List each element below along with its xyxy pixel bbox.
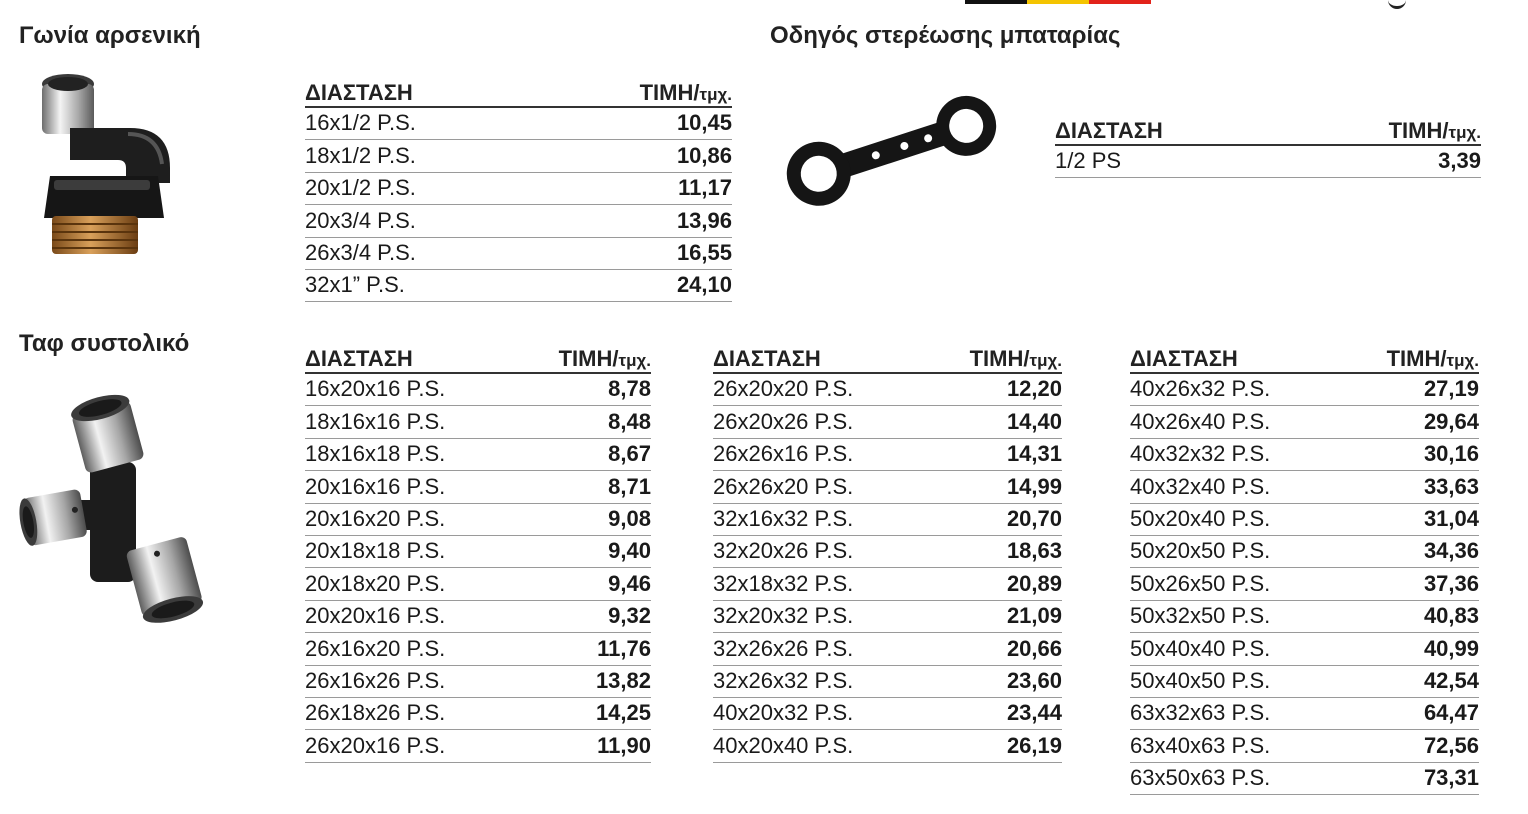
section-title-tee: Ταφ συστολικό <box>19 330 190 357</box>
price-table-tee-1 <box>305 342 651 763</box>
row-price: 20,66 <box>1006 635 1062 661</box>
row-dimension: 40x26x32 P.S. <box>1130 376 1271 402</box>
row-dimension: 50x20x50 P.S. <box>1130 538 1271 564</box>
header-price: ΤΙΜΗ/τμχ. <box>558 346 651 371</box>
row-dimension: 32x18x32 P.S. <box>713 570 854 596</box>
male-elbow-fitting-icon <box>30 68 180 268</box>
table-row <box>305 730 651 762</box>
header-price: ΤΙΜΗ/τμχ. <box>1386 346 1479 371</box>
table-row <box>713 406 1062 438</box>
row-dimension: 20x20x16 P.S. <box>305 603 446 629</box>
row-price: 40,99 <box>1423 635 1479 661</box>
row-price: 11,90 <box>597 732 651 758</box>
row-price: 13,96 <box>676 207 732 233</box>
header-price: ΤΙΜΗ/τμχ. <box>1388 118 1481 143</box>
row-price: 31,04 <box>1423 505 1479 531</box>
row-dimension: 20x16x16 P.S. <box>305 473 446 499</box>
section-title-wrench: Οδηγός στερέωσης μπαταρίας <box>770 22 1121 49</box>
row-dimension: 32x20x32 P.S. <box>713 603 854 629</box>
row-dimension: 26x16x20 P.S. <box>305 635 446 661</box>
header-price: ΤΙΜΗ/τμχ. <box>969 346 1062 371</box>
row-price: 10,86 <box>676 142 732 168</box>
table-row <box>305 108 732 140</box>
header-dimension: ΔΙΑΣΤΑΣΗ <box>713 346 821 371</box>
row-dimension: 40x20x40 P.S. <box>713 732 854 758</box>
row-price: 37,36 <box>1423 570 1479 596</box>
row-price: 21,09 <box>1006 603 1062 629</box>
row-dimension: 26x26x20 P.S. <box>713 473 854 499</box>
row-dimension: 26x26x16 P.S. <box>713 441 854 467</box>
price-table-tee-3 <box>1130 342 1479 795</box>
header-dimension: ΔΙΑΣΤΑΣΗ <box>305 80 413 105</box>
table-row <box>305 536 651 568</box>
row-price: 14,40 <box>1006 408 1062 434</box>
row-price: 11,76 <box>597 635 651 661</box>
table-header <box>713 342 1062 374</box>
table-row <box>305 173 732 205</box>
table-row <box>713 536 1062 568</box>
row-dimension: 50x40x50 P.S. <box>1130 667 1271 693</box>
row-dimension: 26x20x26 P.S. <box>713 408 854 434</box>
table-row <box>305 140 732 172</box>
row-price: 8,67 <box>608 441 651 467</box>
row-price: 9,32 <box>608 603 651 629</box>
row-dimension: 20x18x20 P.S. <box>305 570 446 596</box>
header-unit: τμχ. <box>1448 123 1481 142</box>
row-dimension: 63x32x63 P.S. <box>1130 700 1271 726</box>
table-row <box>713 439 1062 471</box>
flag-stripe-red <box>1089 0 1151 4</box>
mounting-wrench-icon <box>780 88 1005 213</box>
row-dimension: 20x1/2 P.S. <box>305 175 416 201</box>
table-row <box>305 238 732 270</box>
row-price: 9,08 <box>608 505 651 531</box>
row-dimension: 63x50x63 P.S. <box>1130 765 1271 791</box>
row-dimension: 16x1/2 P.S. <box>305 110 416 136</box>
row-dimension: 20x3/4 P.S. <box>305 207 416 233</box>
row-price: 14,31 <box>1006 441 1062 467</box>
row-dimension: 63x40x63 P.S. <box>1130 732 1271 758</box>
table-row <box>1130 601 1479 633</box>
table-row <box>1130 698 1479 730</box>
table-header <box>305 342 651 374</box>
header-unit: τμχ. <box>699 85 732 104</box>
row-price: 20,89 <box>1006 570 1062 596</box>
table-row <box>1130 471 1479 503</box>
row-dimension: 1/2 PS <box>1055 148 1122 174</box>
row-price: 29,64 <box>1423 408 1479 434</box>
table-row <box>1130 374 1479 406</box>
price-table-wrench <box>1055 114 1481 178</box>
table-row <box>305 406 651 438</box>
row-price: 27,19 <box>1423 376 1479 402</box>
row-dimension: 50x32x50 P.S. <box>1130 603 1271 629</box>
table-row <box>305 471 651 503</box>
price-table-tee-2 <box>713 342 1062 763</box>
row-price: 73,31 <box>1423 765 1479 791</box>
table-row <box>713 568 1062 600</box>
row-dimension: 40x32x32 P.S. <box>1130 441 1271 467</box>
table-row <box>1130 568 1479 600</box>
table-row <box>1130 406 1479 438</box>
section-title-elbow: Γωνία αρσενική <box>19 22 201 49</box>
row-dimension: 26x3/4 P.S. <box>305 239 416 265</box>
row-price: 11,17 <box>678 175 732 201</box>
row-price: 34,36 <box>1423 538 1479 564</box>
table-row <box>305 568 651 600</box>
row-dimension: 26x16x26 P.S. <box>305 667 446 693</box>
row-dimension: 40x26x40 P.S. <box>1130 408 1271 434</box>
table-row <box>713 633 1062 665</box>
table-header <box>305 76 732 108</box>
row-price: 23,60 <box>1006 667 1062 693</box>
table-row <box>305 439 651 471</box>
header-dimension: ΔΙΑΣΤΑΣΗ <box>305 346 413 371</box>
table-row <box>305 205 732 237</box>
row-price: 8,71 <box>608 473 651 499</box>
row-dimension: 18x16x16 P.S. <box>305 408 446 434</box>
row-dimension: 16x20x16 P.S. <box>305 376 446 402</box>
table-row <box>713 666 1062 698</box>
row-dimension: 50x26x50 P.S. <box>1130 570 1271 596</box>
header-unit: τμχ. <box>618 351 651 370</box>
table-row <box>1130 666 1479 698</box>
table-header <box>1055 114 1481 146</box>
row-price: 10,45 <box>676 110 732 136</box>
row-dimension: 18x1/2 P.S. <box>305 142 416 168</box>
table-row <box>713 374 1062 406</box>
row-price: 23,44 <box>1006 700 1062 726</box>
row-price: 8,48 <box>608 408 651 434</box>
header-price: ΤΙΜΗ/τμχ. <box>639 80 732 105</box>
row-dimension: 26x18x26 P.S. <box>305 700 446 726</box>
row-price: 26,19 <box>1006 732 1062 758</box>
table-row <box>305 504 651 536</box>
table-row <box>713 698 1062 730</box>
table-row <box>305 698 651 730</box>
row-dimension: 32x16x32 P.S. <box>713 505 854 531</box>
table-row <box>305 666 651 698</box>
row-price: 64,47 <box>1423 700 1479 726</box>
row-price: 72,56 <box>1423 732 1479 758</box>
table-header <box>1130 342 1479 374</box>
row-dimension: 50x20x40 P.S. <box>1130 505 1271 531</box>
row-price: 13,82 <box>595 667 651 693</box>
row-dimension: 32x26x26 P.S. <box>713 635 854 661</box>
table-row <box>1130 504 1479 536</box>
table-row <box>305 633 651 665</box>
page-corner-mark <box>1388 0 1406 9</box>
row-price: 16,55 <box>676 239 732 265</box>
row-dimension: 20x16x20 P.S. <box>305 505 446 531</box>
table-row <box>1130 730 1479 762</box>
row-price: 9,46 <box>608 570 651 596</box>
table-row <box>305 601 651 633</box>
reducing-tee-fitting-icon <box>18 392 223 632</box>
table-row <box>713 504 1062 536</box>
table-row <box>305 270 732 302</box>
row-price: 20,70 <box>1006 505 1062 531</box>
table-row <box>713 471 1062 503</box>
row-dimension: 18x16x18 P.S. <box>305 441 446 467</box>
flag-stripe-yellow <box>1027 0 1089 4</box>
row-price: 30,16 <box>1423 441 1479 467</box>
header-unit: τμχ. <box>1029 351 1062 370</box>
table-row <box>305 374 651 406</box>
row-dimension: 32x26x32 P.S. <box>713 667 854 693</box>
flag-stripe-black <box>965 0 1027 4</box>
row-price: 8,78 <box>608 376 651 402</box>
table-row <box>1130 439 1479 471</box>
row-dimension: 40x32x40 P.S. <box>1130 473 1271 499</box>
header-unit: τμχ. <box>1446 351 1479 370</box>
row-price: 24,10 <box>676 272 732 298</box>
header-dimension: ΔΙΑΣΤΑΣΗ <box>1130 346 1238 371</box>
header-dimension: ΔΙΑΣΤΑΣΗ <box>1055 118 1163 143</box>
row-price: 42,54 <box>1423 667 1479 693</box>
table-row <box>1130 763 1479 795</box>
table-row <box>713 601 1062 633</box>
row-price: 12,20 <box>1006 376 1062 402</box>
row-dimension: 50x40x40 P.S. <box>1130 635 1271 661</box>
row-price: 14,25 <box>595 700 651 726</box>
table-row <box>1055 146 1481 178</box>
row-dimension: 26x20x20 P.S. <box>713 376 854 402</box>
row-price: 9,40 <box>608 538 651 564</box>
table-row <box>713 730 1062 762</box>
row-price: 14,99 <box>1006 473 1062 499</box>
row-price: 3,39 <box>1438 148 1481 174</box>
row-price: 40,83 <box>1423 603 1479 629</box>
row-dimension: 32x20x26 P.S. <box>713 538 854 564</box>
row-dimension: 26x20x16 P.S. <box>305 732 446 758</box>
row-dimension: 40x20x32 P.S. <box>713 700 854 726</box>
row-price: 18,63 <box>1006 538 1062 564</box>
row-dimension: 20x18x18 P.S. <box>305 538 446 564</box>
row-price: 33,63 <box>1423 473 1479 499</box>
table-row <box>1130 536 1479 568</box>
price-table-elbow <box>305 76 732 302</box>
row-dimension: 32x1” P.S. <box>305 272 405 298</box>
table-row <box>1130 633 1479 665</box>
